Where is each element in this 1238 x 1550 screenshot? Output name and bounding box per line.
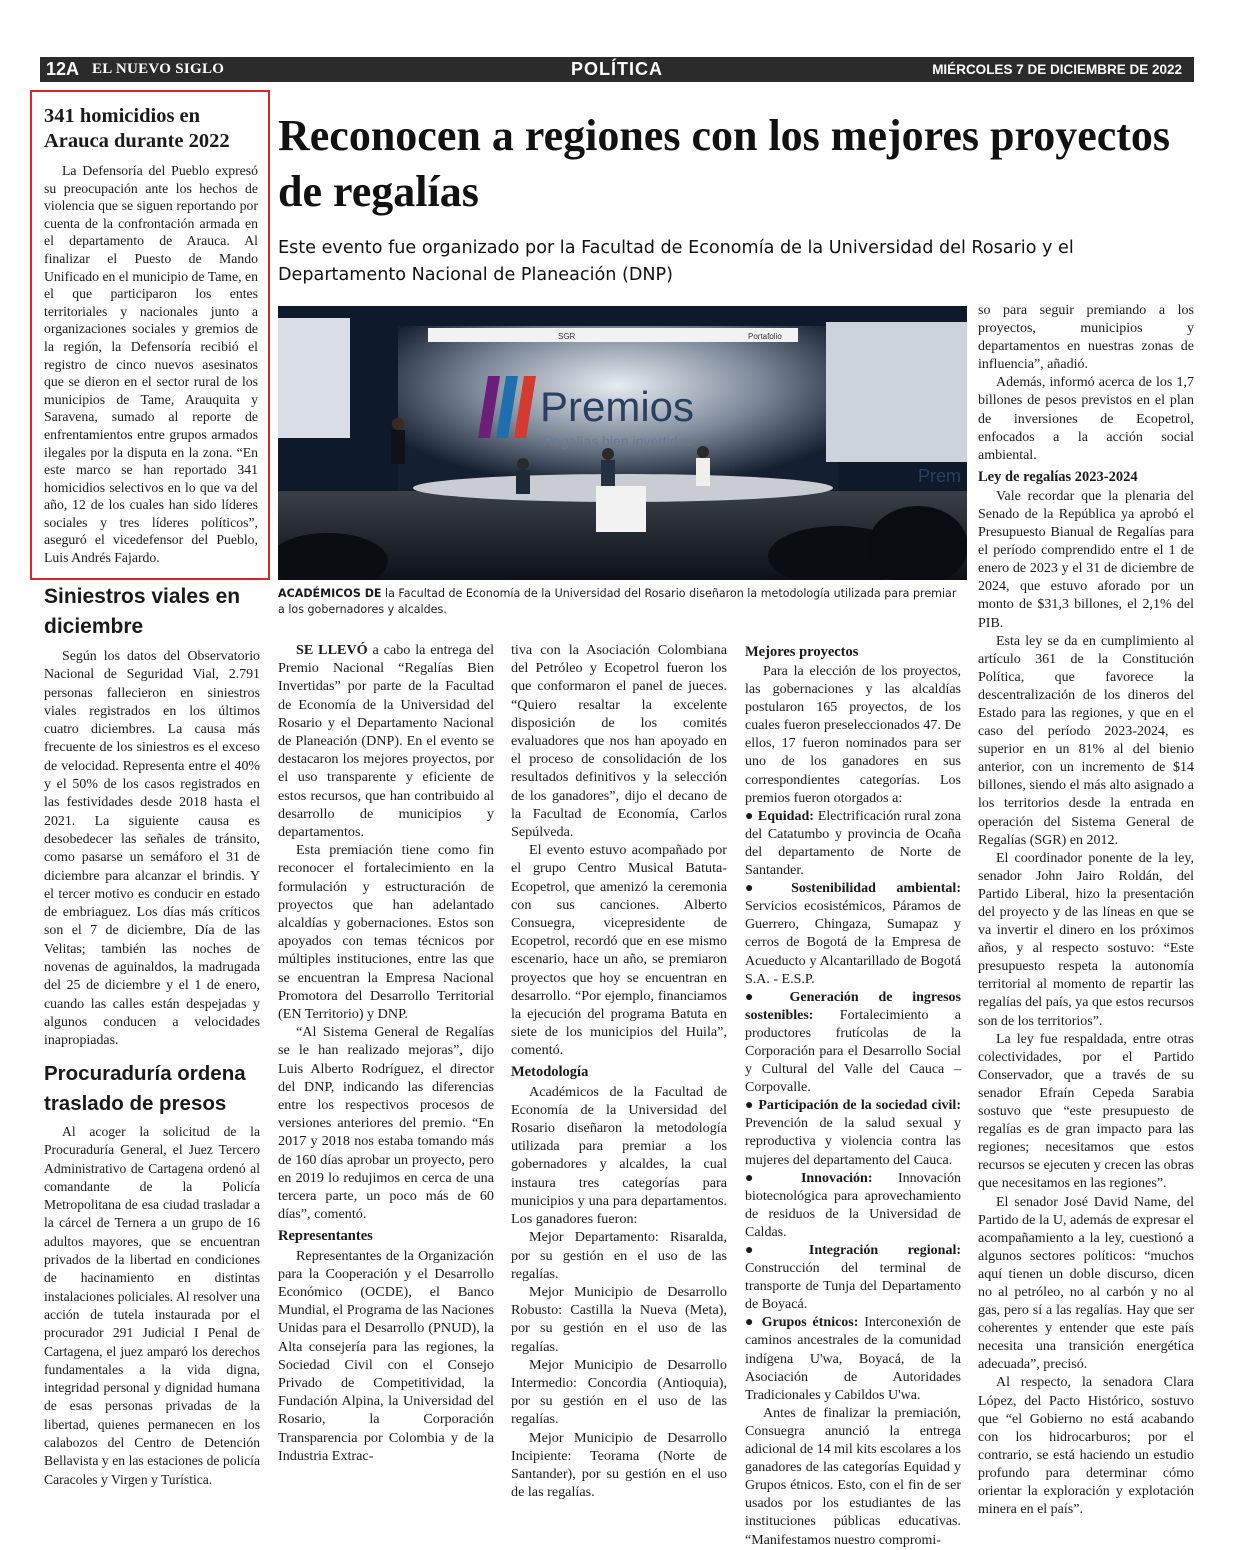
article-subhead: Ley de regalías 2023-2024: [978, 468, 1138, 485]
brief-body: Al acoger la solicitud de la Procuraduría General, el Juez Tercero Administrativo de Cartagena ordenó al comandante de la Policía Metropolitana de esa ciudad trasladar a la cárcel de Ternera a un grupo de 16 adultos mayores, que se encuentran privados de la libertad en condiciones de hacinamiento en distintas instalaciones policiales. Al resolver una acción de tutela instaurada por el procurador 291 Judicial I Penal de Cartagena, el juez amparó los derechos fundamentales a la vida digna, integridad personal y dignidad humana de esas personas privadas de la libertad, quienes permanecen en los calabozos del Centro de Detención Bellavista y en las estaciones de policía Caracoles y Virgen y Turística.: [44, 1124, 260, 1487]
paragraph-text: Fortalecimiento a productores frutícolas de la Corporación para el Desarrollo Social y Cultural del Valle del Cauca – Corpovalle.: [745, 1007, 961, 1096]
paragraph-text: Construcción del terminal de transporte de Tunja del Departamento de Boyacá.: [745, 1261, 961, 1313]
award-item: [745, 1170, 961, 1242]
bullet-icon: ●: [745, 1170, 801, 1186]
article-paragraph: Para la elección de los proyectos, las gobernaciones y las alcaldías postularon 165 proyectos, de los cuales fueron preseleccionados 47. De ellos, 17 fueron nominados para ser uno de los ganadores en sus correspondientes categorías. Los premios fueron otorgados a:: [745, 664, 961, 806]
logo-portafolio: Portafolio: [748, 332, 782, 341]
article-column-3: [745, 640, 961, 1550]
paragraph-text: Servicios ecosistémicos, Páramos de Guerrero, Chingaza, Sumapaz y cerros de Bogotá de la Empresa de Acueducto y Alcantarillado de Bogotá S.A. - E.S.P.: [745, 899, 961, 987]
award-category: Participación de la sociedad civil:: [758, 1098, 961, 1114]
article-paragraph: Además, informó acerca de los 1,7 billones de pesos previstos en el plan de inversiones de Ecopetrol, enfocados a la acción social ambiental.: [978, 375, 1194, 463]
article-deck: Este evento fue organizado por la Facultad de Economía de la Universidad del Rosario y el Departamento Nacional de Planeación (DNP): [278, 238, 1074, 285]
side-banner-word: Prem: [918, 466, 962, 486]
article-headline: Reconocen a regiones con los mejores proyectos de regalías: [278, 111, 1171, 216]
brief-title: 341 homicidios en Arauca durante 2022: [44, 105, 230, 152]
article-paragraph: La ley fue respaldada, entre otras colectividades, por el Partido Conservador, que a través de su senador Efraín Cepeda Sarabia sostuvo que “este presupuesto de regalías es de gran impacto para las regiones; necesitamos que estos recursos se ejecuten y crecen las obras que necesitamos en las regiones”.: [978, 1031, 1194, 1192]
article-paragraph: El senador José David Name, del Partido de la U, además de expresar el acompañamiento a la ley, cuestionó a algunos sectores políticos: “muchos aquí tienen un doble discurso, dicen no al petróleo, no al carbón y no al gas, pero sí a las regalías. Hay que ser coherentes y entender que este país necesita una transición energética adecuada”, precisó.: [978, 1194, 1194, 1373]
article-paragraph: Esta ley se da en cumplimiento al artículo 361 de la Constitución Política, que favorece la descentralización de los dineros del Estado para las regiones, y que en el caso del período 2023-2024, es superior en un 81% al del bienio anterior, con un incremento de $14 billones, siendo el más alto asignado a los territorios desde la entrada en operación del Sistema General de Regalías (SGR) en 2012.: [978, 633, 1194, 848]
award-category: Innovación:: [800, 1170, 873, 1186]
award-category: Equidad:: [757, 808, 814, 824]
caption-lead: ACADÉMICOS DE: [278, 587, 382, 600]
article-paragraph: Mejor Municipio de Desarrollo Incipiente: Teorama (Norte de Santander), por su gestión en el uso de las regalías.: [511, 1429, 727, 1501]
logo-sgr: SGR: [558, 332, 576, 341]
article-paragraph: Representantes de la Organización para la Cooperación y el Desarrollo Económico (OCDE), el Banco Mundial, el Programa de las Naciones Unidas para el Desarrollo (PNUD), la Alta consejería para las regiones, la Sociedad Civil con el Consejo Privado de Competitividad, la Fundación Alpina, la Universidad del Rosario, la Corporación Transparencia por Colombia y de la Industria Extrac-: [278, 1247, 494, 1464]
brief-body: Según los datos del Observatorio Nacional de Seguridad Vial, 2.791 personas fallecieron en siniestros viales registrados en los últimos cuatro diciembres. La causa más frecuente de los siniestros es el exceso de velocidad. Representa entre el 40% y el 50% de los casos registrados en las festividades desde 2018 hasta el 2021. La siguiente causa es desobedecer las señales de tránsito, como pasarse un semáforo el 31 de diciembre para alcanzar el brindis. Y el tercer motivo es conducir en estado de embriaguez. Los días más críticos son el 7 de diciembre, Día de las Velitas; también las noches de novenas de aguinaldos, la madrugada del 25 de diciembre y el 1 de enero, cuando las calles están despejadas y algunos conducen a velocidades inapropiadas.: [44, 649, 260, 1049]
award-item: [745, 880, 961, 989]
award-item: [745, 1314, 961, 1404]
banner-sub: Regalías bien invertidas: [543, 433, 693, 449]
article-paragraph: tiva con la Asociación Colombiana del Petróleo y Ecopetrol fueron los que conformaron el panel de jueces. “Quiero resaltar la excelente disposición de los comités evaluadores que nos han apoyado en el proceso de consolidación de los resultados definitivos y la selección de los ganadores”, dijo el decano de la Facultad de Economía, Carlos Sepúlveda.: [511, 642, 727, 841]
photo-caption: [278, 586, 962, 618]
paragraph-text: Electrificación rural zona del Catatumbo y provincia de Ocaña del departamento de Norte de Santander.: [745, 808, 961, 879]
bullet-icon: ●: [745, 989, 790, 1005]
award-category: Grupos étnicos:: [761, 1315, 859, 1331]
award-category: Generación de ingresos sostenibles:: [745, 989, 961, 1023]
page-header-bar: [40, 57, 1194, 82]
award-category: Integración regional:: [808, 1243, 961, 1258]
article-lead-paragraph: [278, 641, 494, 841]
bullet-icon: ●: [745, 808, 758, 824]
section-title: POLÍTICA: [571, 59, 663, 79]
paragraph-text: Innovación biotecnológica para aprovechamiento de residuos de la Universidad de Caldas.: [745, 1170, 961, 1240]
lead-words: SE LLEVÓ: [296, 642, 368, 658]
banner-word: Premios: [540, 383, 695, 430]
brief-homicidios: [44, 104, 258, 567]
brief-siniestros: [44, 582, 260, 1051]
article-paragraph: El evento estuvo acompañado por el grupo Centro Musical Batuta-Ecopetrol, que amenizó la ceremonia con sus canciones. Alberto Consuegra, vicepresidente de Ecopetrol, recordó que en ese mismo escenario, hace un año, se premiaron proyectos que hoy se encuentran en desarrollo. “Por ejemplo, financiamos la ejecución del programa Batuta en siete de los municipios del Huila”, comentó.: [511, 842, 727, 1059]
article-column-1: [278, 641, 494, 1465]
issue-date: MIÉRCOLES 7 DE DICIEMBRE DE 2022: [932, 62, 1182, 77]
brief-title: Siniestros viales en diciembre: [44, 585, 241, 638]
article-paragraph: Mejor Departamento: Risaralda, por su gestión en el uso de las regalías.: [511, 1229, 727, 1282]
brief-title: Procuraduría ordena traslado de presos: [44, 1062, 246, 1115]
caption-text: la Facultad de Economía de la Universidad del Rosario diseñaron la metodología utilizada para premiar a los gobernadores y alcaldes.: [278, 587, 957, 616]
brief-procuraduria: [44, 1059, 260, 1489]
paragraph-text: Interconexión de caminos ancestrales de la comunidad indígena U'wa, Boyacá, de la Asociación de Autoridades Tradicionales y Cabildos U'wa.: [745, 1315, 961, 1403]
article-subhead: Metodología: [511, 1063, 589, 1080]
article-paragraph: Mejor Municipio de Desarrollo Intermedio: Concordia (Antioquia), por su gestión en el uso de las regalías.: [511, 1356, 727, 1428]
award-item: [745, 808, 961, 880]
article-paragraph: so para seguir premiando a los proyectos, municipios y departamentos en nuestras zonas de influencia”, añadió.: [978, 303, 1194, 373]
page-number: 12A: [46, 59, 80, 79]
event-photo: [278, 306, 967, 580]
paragraph-text: Prevención de la salud sexual y reproductiva y violencia contra las mujeres del departamento del Cauca.: [745, 1116, 961, 1168]
article-paragraph: Al respecto, la senadora Clara López, del Pacto Histórico, sostuvo que “el Gobierno no está acabando con los hidrocarburos; por el contrario, se está haciendo un estudio profundo para determinar cómo orientar la exploración y explotación minera en el país”.: [978, 1375, 1194, 1518]
bullet-icon: ●: [745, 1098, 759, 1114]
award-item: [745, 1242, 961, 1314]
bullet-icon: ●: [745, 1315, 762, 1331]
newspaper-brand: EL NUEVO SIGLO: [92, 61, 225, 77]
article-paragraph: “Al Sistema General de Regalías se le han realizado mejoras”, dijo Luis Alberto Rodríguez, el director del DNP, indicando las diferencias entre los respectivos procesos de versiones anteriores del premio. “En 2017 y 2018 nos estaba tomando más de 160 días aprobar un proyecto, pero en 2019 lo redujimos en cerca de una tercera parte, un poco más de 60 días”, comentó.: [278, 1024, 494, 1223]
award-item: [745, 989, 961, 1098]
article-paragraph: Académicos de la Facultad de Economía de la Universidad del Rosario diseñaron la metodología utilizada para premiar a los gobernadores y alcaldes, la cual instaura tres categorías para municipios y una para departamentos. Los ganadores fueron:: [511, 1083, 727, 1228]
brief-body: La Defensoría del Pueblo expresó su preocupación ante los hechos de violencia que se siguen reportando por cuenta de la confrontación armada en el departamento de Arauca. Al finalizar el Puesto de Mando Unificado en el municipio de Tame, en el que participaron los entes territoriales y nacionales junto a organizaciones sociales y gremios de la región, la Defensoría recibió el registro de cinco nuevos asesinatos que se dieron en el sector rural de los municipios de Tame, Arauquita y Saravena, sumado al reporte de enfrentamientos entre grupos armados ilegales por la disputa en la zona. “En este marco se han reportado 341 homicidios selectivos en lo que va del año, 12 de los cuales han sido líderes sociales y tres líderes políticos”, aseguró el vicedefensor del Pueblo, Luis Andrés Fajardo.: [44, 163, 258, 566]
article-paragraph: El coordinador ponente de la ley, senador John Jairo Roldán, del Partido Liberal, hizo la presentación del proyecto y de las líneas en que se va invertir el dinero en los próximos años, y al respecto sostuvo: “Este presupuesto respeta la autonomía territorial al momento de repartir las regalías del país, ya que estos recursos son de los territorios”.: [978, 850, 1194, 1029]
article-paragraph: Esta premiación tiene como fin reconocer el fortalecimiento en la formulación y estructuración de proyectos que han adelantado alcaldías y gobernaciones. Estos son apoyados con temas técnicos por múltiples instituciones, entre las que se encuentran la Empresa Nacional Promotora del Desarrollo Territorial (EN Territorio) y DNP.: [278, 842, 494, 1023]
article-column-2: [511, 641, 727, 1501]
article-paragraph: Vale recordar que la plenaria del Senado de la República ya aprobó el Presupuesto Bianual de Regalías para el período comprendido entre el 1 de enero de 2023 y el 31 de diciembre de 2024, que estuvo aforado por un monto de $31,3 billones, el 2,1% del PIB.: [978, 488, 1194, 631]
bullet-icon: ●: [745, 881, 792, 897]
paragraph-text: a cabo la entrega del Premio Nacional “Regalías Bien Invertidas” por parte de la Facultad de Economía de la Universidad del Rosario y el Departamento Nacional de Planeación (DNP). En el evento se destacaron los mejores proyectos, por el uso transparente y eficiente de estos recursos, que han contribuido al desarrollo de municipios y departamentos.: [278, 642, 495, 841]
article-paragraph: Mejor Municipio de Desarrollo Robusto: Castilla la Nueva (Meta), por su gestión en el uso de las regalías.: [511, 1283, 727, 1355]
article-column-4: [978, 302, 1194, 1519]
award-item: [745, 1097, 961, 1169]
bullet-icon: ●: [745, 1243, 809, 1258]
article-subhead: Representantes: [278, 1227, 373, 1244]
award-category: Sostenibilidad ambiental:: [791, 881, 961, 897]
event-stage-illustration: [278, 306, 967, 580]
article-subhead: Mejores proyectos: [745, 644, 859, 660]
article-paragraph: Antes de finalizar la premiación, Consuegra anunció la entrega adicional de 14 mil kits escolares a los ganadores de las categorías Equidad y Grupos étnicos. Esto, con el fin de ser usados por los estudiantes de las instituciones públicas educativas. “Manifestamos nuestro compromi-: [745, 1405, 961, 1548]
